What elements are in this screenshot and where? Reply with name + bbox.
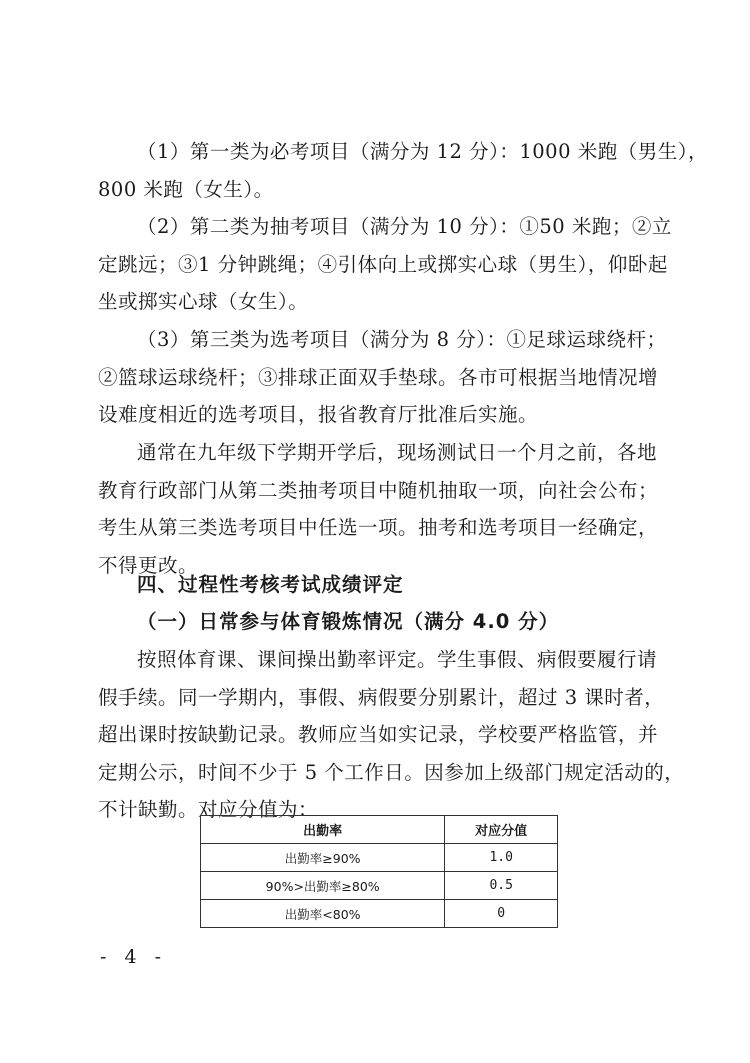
text-line: 设难度相近的选考项目，报省教育厅批准后实施。 [98,403,539,426]
text-line: 坐或掷实心球（女生）。 [98,290,309,313]
paragraph-category-1 [98,133,708,208]
page-number: - 4 - [100,946,168,968]
table-row [201,844,558,872]
text-line: 假手续。同一学期内，事假、病假要分别累计，超过 3 课时者， [98,685,665,709]
table-header-row [201,816,558,844]
paragraph-attendance [98,641,685,829]
text-line: 800 米跑（女生）。 [98,177,274,201]
table-cell-score: 0.5 [445,872,558,900]
table-cell-attendance: 90%>出勤率≥80% [201,872,445,900]
subsection-heading: （一）日常参与体育锻炼情况（满分 4.0 分） [137,610,560,633]
text-line: （1）第一类为必考项目（满分为 12 分）：1000 米跑（男生）， [137,140,708,163]
text-line: ②篮球运球绕杆；③排球正面双手垫球。各市可根据当地情况增 [98,365,659,389]
table-cell-score: 0 [445,900,558,928]
table-cell-score: 1.0 [445,844,558,872]
section-heading: 四、过程性考核考试成绩评定 [137,573,404,596]
table-row [201,900,558,928]
text-line: 不得更改。 [98,553,199,577]
text-line: （3）第三类为选考项目（满分为 8 分）：①足球运球绕杆； [137,328,667,351]
text-line: 考生从第三类选考项目中任选一项。抽考和选考项目一经确定， [98,516,659,539]
text-line: 超出课时按缺勤记录。教师应当如实记录，学校要严格监管，并 [98,723,659,746]
paragraph-selection-rules [98,434,658,584]
table-cell-attendance: 出勤率≥90% [201,844,445,872]
column-header-score: 对应分值 [445,816,558,844]
text-line: 教育行政部门从第二类抽考项目中随机抽取一项，向社会公布； [98,478,659,502]
text-line: 定期公示，时间不少于 5 个工作日。因参加上级部门规定活动的， [98,760,685,784]
paragraph-category-2 [98,208,672,321]
text-line: （2）第二类为抽考项目（满分为 10 分）：①50 米跑；②立 [137,215,672,238]
attendance-score-table [200,815,558,928]
table-row [201,872,558,900]
text-line: 通常在九年级下学期开学后，现场测试日一个月之前，各地 [137,441,658,464]
text-line: 按照体育课、课间操出勤率评定。学生事假、病假要履行请 [137,648,658,671]
paragraph-category-3 [98,321,667,434]
column-header-attendance: 出勤率 [201,816,445,844]
text-line: 不计缺勤。对应分值为： [98,798,319,821]
text-line: 定跳远；③1 分钟跳绳；④引体向上或掷实心球（男生），仰卧起 [98,252,668,276]
table-cell-attendance: 出勤率<80% [201,900,445,928]
